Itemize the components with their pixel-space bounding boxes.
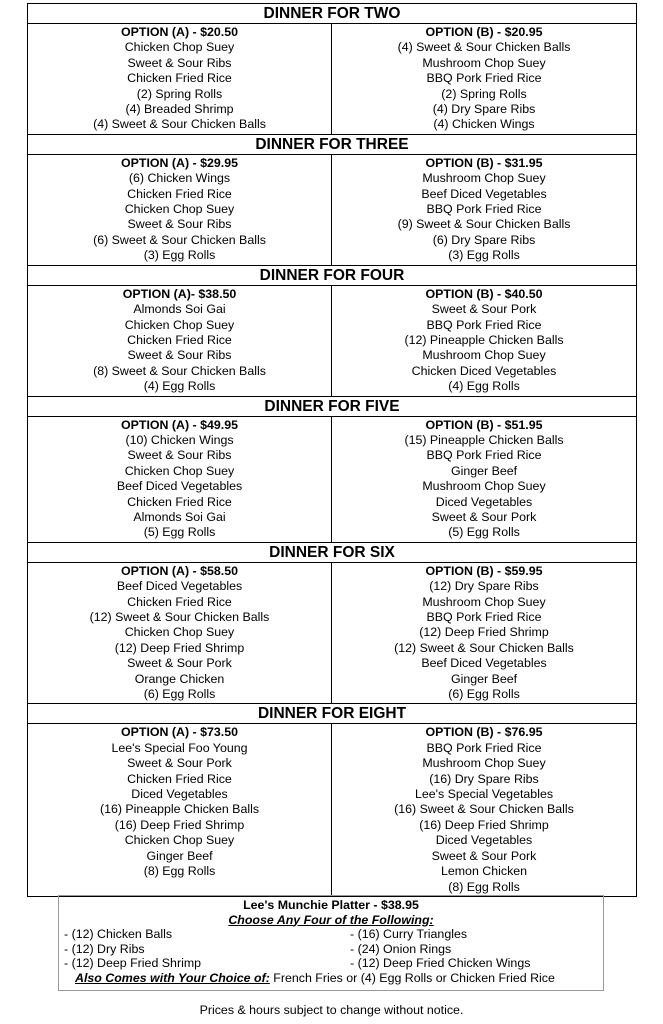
menu-item: (8) Egg Rolls: [143, 864, 216, 879]
menu-item: Lee's Special Vegetables: [414, 787, 554, 802]
option-b-column: [332, 417, 636, 542]
menu-item: (3) Egg Rolls: [448, 248, 520, 263]
menu-item: (4) Egg Rolls: [143, 379, 216, 394]
platter-choices-right: [350, 927, 600, 971]
menu-item: (2) Spring Rolls: [136, 86, 223, 101]
section-options: [28, 417, 636, 543]
section-header: DINNER FOR FOUR: [28, 266, 636, 286]
menu-item: Sweet & Sour Pork: [431, 848, 537, 863]
section-options: [28, 155, 636, 266]
menu-item: (12) Sweet & Sour Chicken Balls: [89, 610, 270, 624]
menu-item: Diced Vegetables: [131, 787, 228, 802]
section-header: DINNER FOR EIGHT: [28, 704, 636, 724]
menu-item: Chicken Diced Vegetables: [411, 363, 557, 378]
menu-item: Mushroom Chop Suey: [422, 479, 546, 494]
menu-item: Chicken Fried Rice: [127, 71, 232, 86]
menu-item: Beef Diced Vegetables: [116, 579, 243, 594]
menu-item: Almonds Soi Gai: [133, 302, 226, 317]
menu-item: BBQ Pork Fried Rice: [426, 740, 542, 755]
menu-item: (16) Pineapple Chicken Balls: [99, 802, 260, 817]
option-b-column: [332, 563, 636, 704]
menu-item: Chicken Fried Rice: [127, 594, 232, 609]
menu-item: (4) Egg Rolls: [448, 379, 520, 394]
menu-item: Chicken Chop Suey: [124, 833, 235, 848]
menu-item: (5) Egg Rolls: [143, 525, 216, 540]
menu-item: (16) Dry Spare Ribs: [429, 771, 539, 786]
menu-item: (8) Egg Rolls: [448, 879, 520, 894]
menu-item: Mushroom Chop Suey: [422, 348, 546, 363]
platter-also-text: French Fries or (4) Egg Rolls or Chicken Fried Rice: [269, 970, 555, 985]
menu-item: (12) Pineapple Chicken Balls: [404, 332, 564, 347]
menu-item: Chicken Fried Rice: [127, 494, 232, 509]
platter-subtitle: Choose Any Four of the Following:: [228, 912, 434, 927]
section-options: [28, 24, 636, 135]
menu-item: Ginger Beef: [146, 848, 213, 863]
menu-item: Mushroom Chop Suey: [422, 594, 546, 609]
menu-item: Mushroom Chop Suey: [422, 756, 546, 771]
platter-choices: [59, 927, 603, 971]
option-title: OPTION (A) - $20.50: [120, 25, 239, 39]
platter-also-line: [59, 971, 603, 986]
menu-item: Sweet & Sour Pork: [127, 656, 232, 671]
menu-item: Sweet & Sour Ribs: [127, 55, 232, 70]
platter-title: Lee's Munchie Platter - $38.95: [243, 898, 419, 912]
platter-choice: - (12) Dry Ribs: [64, 941, 145, 956]
menu-item: Chicken Chop Suey: [124, 625, 235, 640]
menu-item: Sweet & Sour Pork: [431, 302, 537, 317]
menu-item: Sweet & Sour Ribs: [127, 448, 232, 463]
platter-choice: - (12) Deep Fried Chicken Wings: [350, 956, 531, 970]
menu-item: (5) Egg Rolls: [448, 525, 520, 540]
menu-item: (6) Egg Rolls: [143, 687, 216, 702]
platter-choice: - (12) Chicken Balls: [64, 927, 173, 941]
menu-item: (16) Deep Fried Shrimp: [419, 817, 549, 832]
option-title: OPTION (A)- $38.50: [122, 286, 237, 301]
option-title: OPTION (A) - $58.50: [120, 563, 239, 578]
menu-item: (6) Sweet & Sour Chicken Balls: [93, 232, 266, 247]
section-options: [28, 724, 636, 895]
menu-item: Beef Diced Vegetables: [421, 656, 547, 671]
footer-note: Prices & hours subject to change without notice.: [199, 1003, 464, 1017]
menu-item: (6) Egg Rolls: [448, 687, 520, 702]
option-a-column: [28, 286, 332, 396]
menu-item: Beef Diced Vegetables: [421, 186, 547, 201]
menu-item: (10) Chicken Wings: [125, 432, 234, 447]
platter-also-label: Also Comes with Your Choice of:: [75, 970, 270, 985]
menu-item: BBQ Pork Fried Rice: [426, 448, 542, 463]
menu-item: Chicken Chop Suey: [124, 463, 235, 478]
platter-choice: - (12) Deep Fried Shrimp: [64, 956, 202, 970]
menu-item: Sweet & Sour Ribs: [127, 348, 232, 363]
menu-item: (12) Deep Fried Shrimp: [419, 625, 549, 640]
menu-item: (9) Sweet & Sour Chicken Balls: [397, 217, 571, 232]
menu-item: (2) Spring Rolls: [441, 86, 527, 101]
option-a-column: [28, 417, 332, 542]
option-a-column: [28, 155, 332, 265]
menu-item: (4) Chicken Wings: [433, 117, 535, 132]
menu-item: Beef Diced Vegetables: [116, 479, 243, 494]
menu-item: (4) Breaded Shrimp: [125, 102, 234, 117]
menu-item: Ginger Beef: [450, 463, 518, 478]
option-b-column: [332, 286, 636, 396]
option-b-column: [332, 155, 636, 265]
menu-item: Almonds Soi Gai: [133, 509, 226, 524]
option-b-column: [332, 724, 636, 895]
menu-item: Chicken Fried Rice: [127, 186, 232, 201]
menu-item: (12) Dry Spare Ribs: [429, 579, 539, 594]
menu-item: Lee's Special Foo Young: [111, 740, 248, 755]
option-title: OPTION (B) - $31.95: [425, 155, 543, 170]
section-header: DINNER FOR THREE: [28, 135, 636, 155]
menu-item: (8) Sweet & Sour Chicken Balls: [93, 363, 266, 378]
option-title: OPTION (B) - $40.50: [425, 286, 543, 301]
section-header: DINNER FOR FIVE: [28, 397, 636, 417]
dinner-menu-table: [27, 3, 637, 897]
menu-item: Diced Vegetables: [435, 833, 533, 848]
platter-choice: - (24) Onion Rings: [350, 941, 452, 956]
menu-item: Mushroom Chop Suey: [422, 171, 546, 186]
menu-item: Chicken Chop Suey: [124, 40, 235, 55]
menu-item: (4) Dry Spare Ribs: [432, 102, 536, 117]
menu-item: (16) Sweet & Sour Chicken Balls: [394, 802, 574, 817]
menu-item: Sweet & Sour Pork: [431, 509, 537, 524]
section-header: DINNER FOR SIX: [28, 543, 636, 563]
menu-item: BBQ Pork Fried Rice: [426, 610, 542, 624]
menu-item: (3) Egg Rolls: [143, 248, 216, 263]
option-title: OPTION (B) - $51.95: [425, 417, 543, 432]
menu-item: BBQ Pork Fried Rice: [426, 317, 542, 332]
section-options: [28, 286, 636, 397]
menu-item: Orange Chicken: [134, 671, 225, 686]
menu-item: (15) Pineapple Chicken Balls: [404, 432, 564, 447]
munchie-platter-box: [58, 895, 604, 991]
option-title: OPTION (A) - $49.95: [120, 417, 239, 432]
menu-item: (6) Dry Spare Ribs: [432, 232, 536, 247]
menu-item: Sweet & Sour Ribs: [127, 217, 232, 232]
menu-item: (12) Deep Fried Shrimp: [114, 640, 245, 655]
option-title: OPTION (A) - $73.50: [120, 725, 239, 740]
option-a-column: [28, 724, 332, 895]
menu-item: Mushroom Chop Suey: [422, 55, 546, 70]
platter-choices-left: [64, 927, 350, 971]
menu-item: (4) Sweet & Sour Chicken Balls: [93, 117, 266, 132]
menu-item: Lemon Chicken: [440, 864, 528, 879]
menu-item: BBQ Pork Fried Rice: [426, 71, 542, 86]
menu-item: Chicken Chop Suey: [124, 317, 235, 332]
menu-item: Ginger Beef: [450, 671, 518, 686]
menu-item: (6) Chicken Wings: [128, 171, 231, 186]
menu-item: Chicken Chop Suey: [124, 202, 235, 217]
option-a-column: [28, 24, 332, 134]
menu-item: Chicken Fried Rice: [127, 771, 232, 786]
menu-item: Diced Vegetables: [435, 494, 533, 509]
option-title: OPTION (B) - $20.95: [425, 25, 543, 39]
menu-item: (16) Deep Fried Shrimp: [114, 817, 245, 832]
section-options: [28, 563, 636, 705]
menu-item: (12) Sweet & Sour Chicken Balls: [394, 640, 574, 655]
menu-item: (4) Sweet & Sour Chicken Balls: [397, 40, 571, 55]
option-title: OPTION (A) - $29.95: [120, 155, 239, 170]
option-b-column: [332, 24, 636, 134]
menu-item: Sweet & Sour Pork: [127, 756, 232, 771]
option-title: OPTION (B) - $76.95: [425, 725, 543, 740]
platter-choice: - (16) Curry Triangles: [350, 927, 468, 941]
menu-item: Chicken Fried Rice: [127, 332, 232, 347]
menu-item: BBQ Pork Fried Rice: [426, 202, 542, 217]
option-title: OPTION (B) - $59.95: [425, 563, 543, 578]
option-a-column: [28, 563, 332, 704]
section-header: DINNER FOR TWO: [28, 4, 636, 24]
